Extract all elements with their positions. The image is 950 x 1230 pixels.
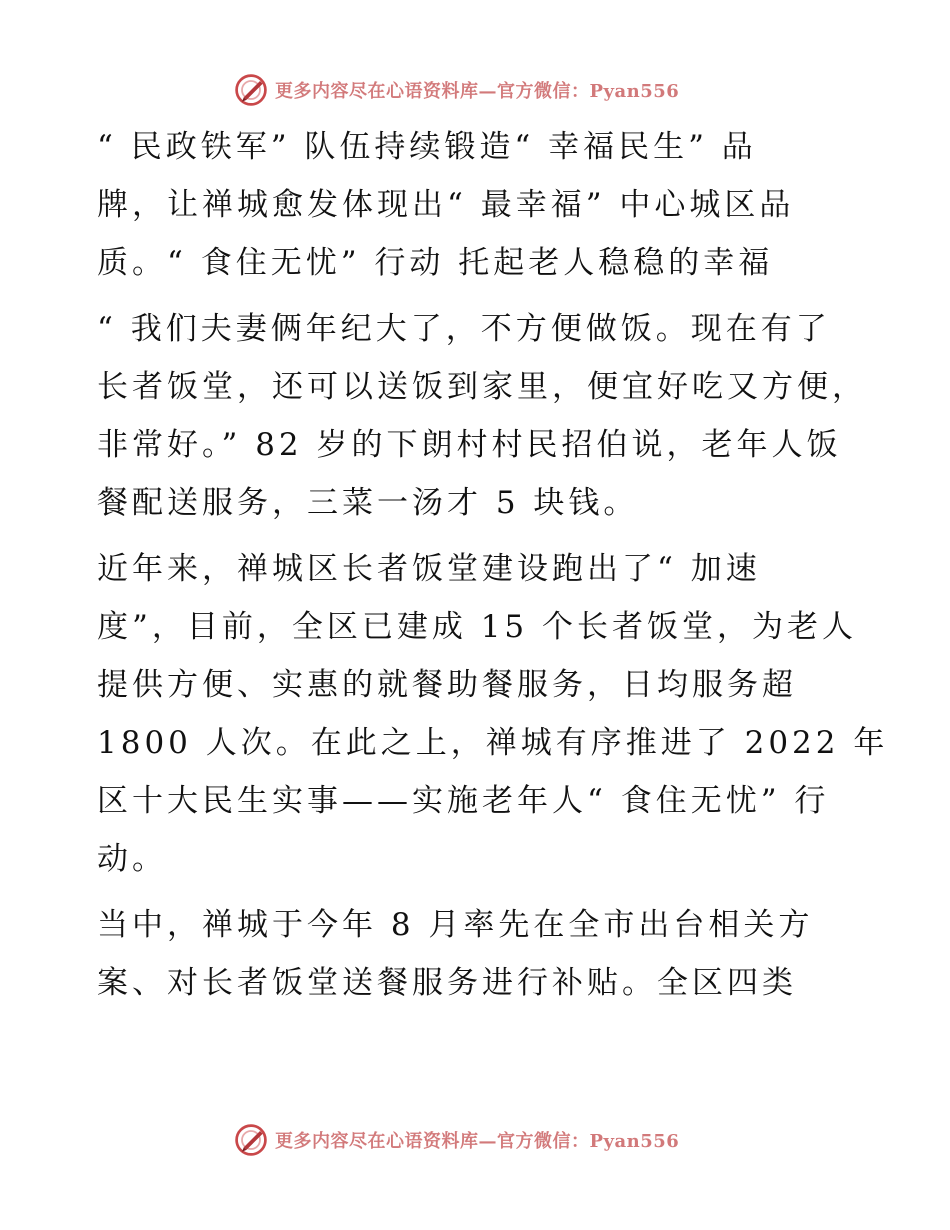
text-line: 案、对长者饭堂送餐服务进行补贴。全区四类 [97, 965, 797, 1001]
paragraph [97, 540, 889, 888]
watermark-banner-top [233, 70, 679, 110]
text-line: 动。 [97, 841, 167, 877]
text-line: 度”，目前，全区已建成 15 个长者饭堂，为老人 [97, 609, 858, 645]
paragraph [97, 300, 867, 532]
paragraph [97, 118, 857, 292]
body-text [97, 118, 889, 1012]
text-line: 长者饭堂，还可以送饭到家里，便宜好吃又方便， [97, 369, 867, 405]
text-line: 区十大民生实事——实施老年人“ 食住无忧” 行 [97, 783, 830, 819]
pen-logo-icon [233, 72, 269, 108]
watermark-banner-bottom [233, 1120, 679, 1160]
text-line: 牌，让禅城愈发体现出“ 最幸福” 中心城区品 [97, 187, 795, 223]
text-line: 提供方便、实惠的就餐助餐服务，日均服务超 [97, 667, 797, 703]
paragraph [97, 896, 857, 1012]
text-line: 近年来，禅城区长者饭堂建设跑出了“ 加速 [97, 551, 761, 587]
text-line: 餐配送服务，三菜一汤才 5 块钱。 [97, 485, 639, 521]
text-line: “ 民政铁军” 队伍持续锻造“ 幸福民生” 品 [97, 129, 757, 165]
text-line: 1800 人次。在此之上，禅城有序推进了 2022 年 [97, 725, 889, 761]
text-line: 当中，禅城于今年 8 月率先在全市出台相关方 [97, 907, 814, 943]
pen-logo-icon [233, 1122, 269, 1158]
text-line: “ 我们夫妻俩年纪大了，不方便做饭。现在有了 [97, 311, 831, 347]
watermark-text: 更多内容尽在心语资料库—官方微信：Pyan556 [275, 81, 680, 102]
watermark-text: 更多内容尽在心语资料库—官方微信：Pyan556 [275, 1131, 680, 1152]
text-line: 非常好。” 82 岁的下朗村村民招伯说，老年人饭 [97, 427, 842, 463]
text-line: 质。“ 食住无忧” 行动 托起老人稳稳的幸福 [97, 245, 774, 281]
